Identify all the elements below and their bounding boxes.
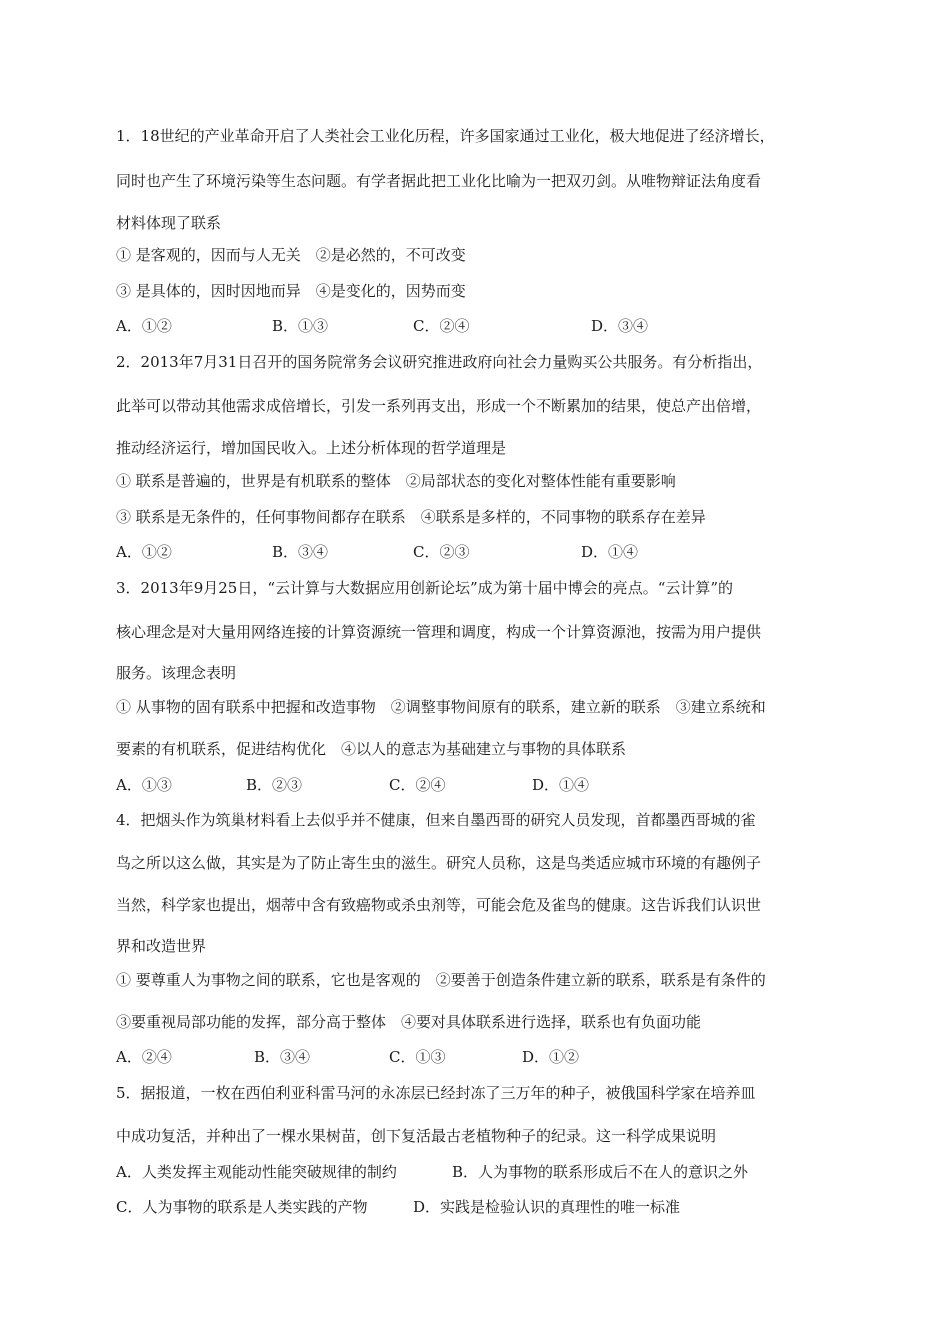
q1-stem-line-3: 材料体现了联系 <box>116 214 222 232</box>
q2-option-b[interactable]: B．③④ <box>272 543 329 561</box>
q4-option-c[interactable]: C．①③ <box>389 1048 446 1066</box>
q5-stem-line-1: 5．据报道，一枚在西伯利亚科雷马河的永冻层已经封冻了三万年的种子，被俄国科学家在培养皿 <box>116 1084 756 1102</box>
q2-stem-line-3: 推动经济运行，增加国民收入。上述分析体现的哲学道理是 <box>116 439 507 457</box>
q2-statement-2: ③ 联系是无条件的，任何事物间都存在联系 ④联系是多样的，不同事物的联系存在差异 <box>116 508 706 526</box>
q4-option-a[interactable]: A．②④ <box>116 1048 172 1066</box>
q4-stem-line-2: 鸟之所以这么做，其实是为了防止寄生虫的滋生。研究人员称，这是鸟类适应城市环境的有趣例子 <box>116 854 762 872</box>
q1-option-b[interactable]: B．①③ <box>272 317 329 335</box>
q1-statement-2: ③ 是具体的，因时因地而异 ④是变化的，因势而变 <box>116 282 466 300</box>
q2-option-a[interactable]: A．①② <box>116 543 172 561</box>
q2-option-c[interactable]: C．②③ <box>413 543 470 561</box>
q1-option-c[interactable]: C．②④ <box>413 317 470 335</box>
q3-statement-2: 要素的有机联系，促进结构优化 ④以人的意志为基础建立与事物的具体联系 <box>116 740 627 758</box>
q4-stem-line-3: 当然，科学家也提出，烟蒂中含有致癌物或杀虫剂等，可能会危及雀鸟的健康。这告诉我们认识世 <box>116 896 762 914</box>
q3-option-d[interactable]: D．①④ <box>532 776 590 794</box>
q3-statement-1: ① 从事物的固有联系中把握和改造事物 ②调整事物间原有的联系，建立新的联系 ③建立系统和 <box>116 698 766 716</box>
q2-option-d[interactable]: D．①④ <box>581 543 639 561</box>
q3-option-a[interactable]: A．①③ <box>116 776 172 794</box>
q1-stem-line-1: 1．18世纪的产业革命开启了人类社会工业化历程，许多国家通过工业化，极大地促进了经济增长， <box>116 127 775 145</box>
q5-option-a[interactable]: A．人类发挥主观能动性能突破规律的制约 <box>116 1163 397 1181</box>
q4-option-d[interactable]: D．①② <box>522 1048 580 1066</box>
q1-option-a[interactable]: A．①② <box>116 317 172 335</box>
q2-statement-1: ① 联系是普遍的，世界是有机联系的整体 ②局部状态的变化对整体性能有重要影响 <box>116 472 676 490</box>
q2-stem-line-2: 此举可以带动其他需求成倍增长，引发一系列再支出，形成一个不断累加的结果，使总产出倍增， <box>116 397 762 415</box>
q2-stem-line-1: 2．2013年7月31日召开的国务院常务会议研究推进政府向社会力量购买公共服务。有分析指出， <box>116 353 763 371</box>
q4-statement-1: ① 要尊重人为事物之间的联系，它也是客观的 ②要善于创造条件建立新的联系，联系是有条件的 <box>116 971 766 989</box>
q5-option-b[interactable]: B．人为事物的联系形成后不在人的意识之外 <box>452 1163 749 1181</box>
q4-option-b[interactable]: B．③④ <box>254 1048 311 1066</box>
q4-stem-line-4: 界和改造世界 <box>116 937 207 955</box>
q3-stem-line-2: 核心理念是对大量用网络连接的计算资源统一管理和调度，构成一个计算资源池，按需为用户提供 <box>116 623 762 641</box>
q1-stem-line-2: 同时也产生了环境污染等生态问题。有学者据此把工业化比喻为一把双刃剑。从唯物辩证法角度看 <box>116 172 762 190</box>
q5-option-c[interactable]: C．人为事物的联系是人类实践的产物 <box>116 1198 368 1216</box>
q1-statement-1: ① 是客观的，因而与人无关 ②是必然的，不可改变 <box>116 246 466 264</box>
q4-stem-line-1: 4．把烟头作为筑巢材料看上去似乎并不健康，但来自墨西哥的研究人员发现，首都墨西哥城的雀 <box>116 811 756 829</box>
q3-option-c[interactable]: C．②④ <box>389 776 446 794</box>
q3-stem-line-1: 3．2013年9月25日，“云计算与大数据应用创新论坛”成为第十届中博会的亮点。“云计算”的 <box>116 579 734 597</box>
q3-stem-line-3: 服务。该理念表明 <box>116 664 237 682</box>
q5-option-d[interactable]: D．实践是检验认识的真理性的唯一标准 <box>413 1198 681 1216</box>
q5-stem-line-2: 中成功复活，并种出了一棵水果树苗，创下复活最古老植物种子的纪录。这一科学成果说明 <box>116 1127 717 1145</box>
q1-option-d[interactable]: D．③④ <box>591 317 649 335</box>
q3-option-b[interactable]: B．②③ <box>246 776 303 794</box>
q4-statement-2: ③要重视局部功能的发挥，部分高于整体 ④要对具体联系进行选择，联系也有负面功能 <box>116 1013 702 1031</box>
